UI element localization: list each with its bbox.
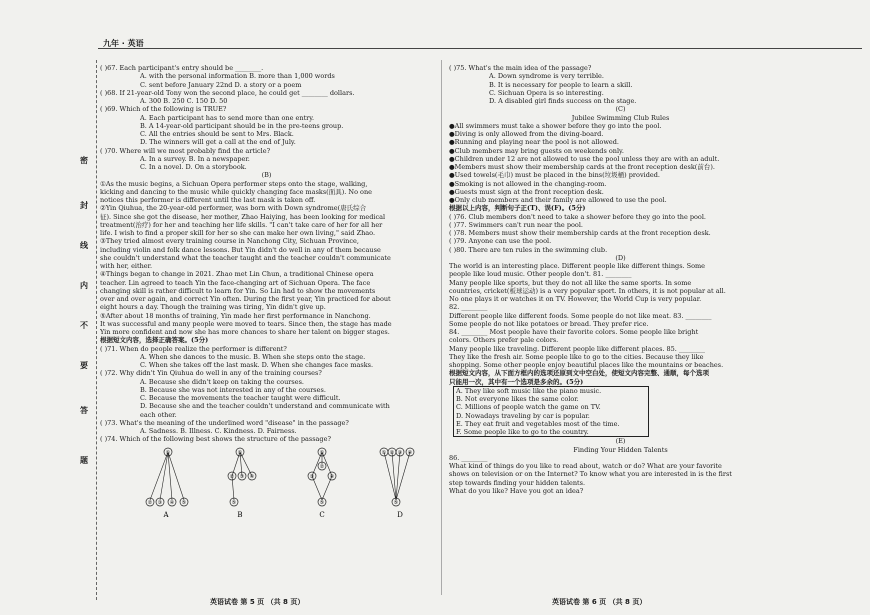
left-text-line: she couldn't understand what the teacher taught and the teacher couldn't communicate — [100, 253, 391, 262]
right-text-line: 84. ________ Most people have their favorite colors. Some people like bright — [449, 328, 699, 336]
diagram-node-number: ① — [381, 449, 387, 456]
right-text-line: They like the fresh air. Some people like to go to the cities. Because they like — [449, 352, 704, 361]
left-text-line: C. All the entries should be sent to Mrs. Black. — [140, 130, 294, 138]
option-item: C. Millions of people watch the game on TV. — [456, 403, 601, 412]
left-text-line: teacher. Lin agreed to teach Yin the face-changing art of Sichuan Opera. The face — [100, 278, 371, 287]
left-text-line: ④Things began to change in 2021. Zhao met Lin Chun, a traditional Chinese opera — [100, 270, 374, 279]
left-text-line: ( )72. Why didn't Yin Qiuhua do well in any of the training courses? — [100, 369, 322, 378]
page-footer-left: 英语试卷 第 5 页 （共 8 页） — [210, 598, 305, 606]
diagram-label: B — [237, 510, 243, 519]
left-text-line: A. Because she didn't keep on taking the courses. — [140, 377, 304, 386]
left-text-line: ( )73. What's the meaning of the underlined word "disease" in the passage? — [100, 418, 349, 427]
left-text-line: each other. — [140, 410, 177, 419]
left-text-line: ( )68. If 21-year-old Tony won the second place, he could get ________ dollars. — [100, 88, 355, 97]
column-divider — [441, 60, 442, 595]
right-text-line: Many people like sports, but they do not all like the same sports. In some — [449, 278, 692, 287]
left-text-line: life. I wish to find a proper skill for her so she can make her own living," said Zhao. — [100, 229, 376, 237]
left-text-line: C. Because the movements the teacher taught were difficult. — [140, 394, 341, 402]
right-text-line: ( )76. Club members don't need to take a shower before they go into the pool. — [449, 212, 706, 221]
right-text-line: ( )78. Members must show their membership cards at the front reception desk. — [449, 229, 711, 237]
left-text-line: 根据短文内容，选择正确答案。(5分) — [100, 336, 209, 345]
gutter-char: 题 — [80, 456, 88, 465]
page-footer-right: 英语试卷 第 6 页 （共 8 页） — [552, 598, 647, 606]
right-text-line: What kind of things do you like to read about, watch or do? What are your favorite — [449, 462, 722, 470]
page-header: 九年 · 英语 — [103, 39, 144, 48]
right-text-line: ●Running and playing near the pool is not allowed. — [449, 138, 619, 147]
right-text-line: ●Diving is only allowed from the diving-board. — [449, 130, 604, 138]
right-text-line: ( )77. Swimmers can't run near the pool. — [449, 220, 583, 229]
right-text-line: (C) — [615, 105, 626, 114]
left-text-line: D. The winners will get a call at the end of July. — [140, 138, 296, 147]
diagram-edge — [165, 449, 184, 500]
diagram-edge — [165, 449, 172, 500]
left-text-line: (B) — [261, 171, 272, 180]
left-text-line: with her, either. — [100, 262, 153, 270]
right-text-line: A. Down syndrome is very terrible. — [489, 72, 604, 81]
diagram-node-number: ⑤ — [393, 499, 399, 506]
right-text-line: C. Sichuan Opera is so interesting. — [489, 88, 604, 97]
right-text-line: What do you like? Have you got an idea? — [449, 486, 584, 495]
left-text-line: ( )74. Which of the following best shows the structure of the passage? — [100, 435, 331, 444]
structure-diagrams-svg — [100, 444, 430, 520]
left-column — [100, 64, 433, 520]
diagram-node-number: ① — [237, 449, 243, 456]
left-text-line: including violin and folk dance lessons. But Yin didn't do well in any of them because — [100, 245, 381, 254]
right-text-line: B. It is necessary for people to learn a skill. — [489, 80, 633, 89]
diagram-node-number: ⑤ — [231, 499, 237, 506]
left-text-line: It was successful and many people were moved to tears. Since then, the stage has made — [100, 319, 392, 328]
diagram-node-number: ④ — [169, 499, 175, 506]
diagram-node-number: ④ — [329, 473, 335, 480]
diagram-node-number: ⑤ — [181, 499, 187, 506]
right-text-line: 82. ________ — [449, 303, 488, 312]
right-text-line: ●Only club members and their family are allowed to use the pool. — [449, 196, 667, 204]
gutter-char: 内 — [80, 281, 88, 290]
right-text-line: people like loud music. Other people don't. 81. ________ — [449, 270, 632, 279]
option-item: A. They like soft music like the piano music. — [456, 386, 602, 395]
diagram-node-number: ② — [389, 449, 395, 456]
right-text-line: ●Club members may bring guests on weekends only. — [449, 146, 624, 155]
left-text-line: A. 300 B. 250 C. 150 D. 50 — [140, 97, 228, 105]
diagram-label: C — [319, 510, 325, 519]
gutter-char: 线 — [80, 241, 88, 250]
option-item: F. Some people like to go to the country. — [456, 428, 589, 436]
diagram-node-number: ② — [229, 473, 235, 480]
left-text-line: B. Because she was not interested in any of the courses. — [140, 385, 326, 394]
right-text-line: (E) — [615, 437, 626, 446]
diagram-node-number: ③ — [397, 449, 403, 456]
diagram-edge — [160, 452, 168, 500]
right-text-line: ( )75. What's the main idea of the passage? — [449, 64, 592, 72]
left-text-line: ( )69. Which of the following is TRUE? — [100, 105, 227, 114]
right-text-line: countries, cricket(板球运动) is a very popular sport. In others, it is not popular at all. — [449, 286, 726, 295]
right-text-line: No one plays it or watches it on TV. However, the World Cup is very popular. — [449, 295, 702, 303]
right-text-line: shopping. Some other people enjoy beautiful places like the mountains or beaches. — [449, 361, 724, 369]
right-text-line: ●Guests must sign at the front reception desk. — [449, 187, 604, 196]
gutter-char: 不 — [80, 321, 88, 330]
diagram-node-number: ② — [147, 499, 153, 506]
gutter-char: 密 — [80, 156, 88, 165]
left-text-line: ②Yin Qiuhua, the 20-year-old performer, was born with Down syndrome(唐氏综合 — [100, 204, 367, 213]
left-text-line: C. In a novel. D. On a storybook. — [140, 163, 247, 171]
option-item: E. They eat fruit and vegetables most of the time. — [456, 419, 620, 428]
right-text-line: 只能用一次，其中有一个选项是多余的。(5分) — [449, 377, 584, 386]
right-text-line: Finding Your Hidden Talents — [573, 445, 668, 454]
left-text-line: 征). Since she got the disease, her mother, Zhao Haiying, has been looking for medical — [100, 212, 386, 221]
left-text-line: ①As the music begins, a Sichuan Opera performer steps onto the stage, walking, — [100, 179, 368, 188]
left-text-line: kicking and dancing to the music while quickly changing face masks(面具). No one — [100, 187, 372, 196]
left-text-line: C. sent before January 22nd D. a story or a poem — [140, 80, 302, 89]
left-text-line: ③They tried almost every training course in Nanchong City, Sichuan Province, — [100, 237, 359, 246]
diagram-node-number: ① — [319, 449, 325, 456]
diagram-node-number: ② — [319, 463, 325, 470]
left-text-line: A. In a survey. B. In a newspaper. — [140, 154, 250, 163]
right-text-line: 86. ________ — [449, 453, 488, 462]
right-text-line: shows on television or on the Internet? To know what you are interested in is the first — [449, 470, 732, 479]
diagram-node-number: ① — [165, 449, 171, 456]
diagram-node-number: ④ — [249, 473, 255, 480]
right-text-line: Jubilee Swimming Club Rules — [571, 113, 670, 122]
gutter-char: 封 — [80, 201, 88, 210]
left-text-line: notices this performer is different until the last mask is taken off. — [100, 196, 316, 204]
diagram-edge — [150, 452, 168, 500]
left-text-line: Yin more confident and now she has more chances to share her talent on bigger stages. — [100, 328, 390, 336]
diagram-label: D — [397, 510, 403, 519]
left-text-line: over and over again, and correct Yin often. During the first year, Yin practiced for about — [100, 295, 391, 303]
right-text-line: Many people like traveling. Different people like different places. 85. ________ — [449, 344, 705, 353]
gutter-char: 要 — [80, 361, 88, 370]
right-text-line: ●Used towels(毛巾) must be placed in the bins(垃圾桶) provided. — [449, 171, 660, 180]
structure-diagrams — [100, 444, 433, 520]
left-text-line: ⑤After about 18 months of training, Yin made her first performance in Nanchong. — [100, 311, 371, 320]
left-text-line: changing skill is rather difficult to learn for Yin. So Lin had to show the movements — [100, 286, 376, 295]
right-text-line: The world is an interesting place. Different people like different things. Some — [449, 262, 706, 270]
right-text-line: Different people like different foods. Some people do not like meat. 83. ________ — [449, 311, 712, 320]
option-item: D. Nowadays traveling by car is popular. — [456, 411, 590, 420]
left-text-line: eight hours a day. Though the training was tiring, Yin didn't give up. — [100, 303, 326, 312]
right-text-line: step towards finding your hidden talents. — [449, 478, 586, 487]
right-text-line: D. A disabled girl finds success on the stage. — [489, 97, 637, 105]
diagram-label: A — [163, 510, 169, 519]
diagram-node-number: ③ — [239, 473, 245, 480]
right-text-line: ●Children under 12 are not allowed to use the pool unless they are with an adult. — [449, 154, 720, 163]
right-text-line: ●Members must show their membership cards at the front reception desk(前台). — [449, 163, 715, 171]
left-text-line: D. Because she and the teacher couldn't understand and communicate with — [140, 402, 390, 411]
gutter-char: 答 — [80, 406, 88, 415]
right-text-line: Some people do not like potatoes or bread. They prefer rice. — [449, 319, 649, 328]
right-text-line: colors. Others prefer pale colors. — [449, 336, 559, 345]
header-rule — [98, 48, 862, 49]
right-text-line: ( )79. Anyone can use the pool. — [449, 237, 552, 246]
right-text-line: ●Smoking is not allowed in the changing-room. — [449, 179, 607, 188]
right-text-line: ( )80. There are ten rules in the swimming club. — [449, 245, 608, 254]
left-text-line: ( )70. Where will we most probably find the article? — [100, 146, 271, 155]
left-text-line: ( )67. Each participant's entry should be ________. — [100, 64, 264, 72]
option-item: B. Not everyone likes the same color. — [456, 395, 579, 403]
left-text-line: A. When she dances to the music. B. When she steps onto the stage. — [140, 352, 366, 361]
left-text-line: treatment(治疗) for her and teaching her life skills. "I can't take care of her for all her — [100, 220, 383, 229]
left-text-line: A. with the personal information B. more than 1,000 words — [140, 72, 335, 81]
left-text-line: A. Sadness. B. Illness. C. Kindness. D. Fairness. — [140, 427, 297, 435]
right-text-line: (D) — [615, 253, 626, 262]
options-box — [453, 386, 649, 438]
right-text-line: 根据以上内容，判断句子正(T)、误(F)。(5分) — [449, 204, 586, 213]
right-text-line: 根据短文内容，从下面方框内的选项还原到文中空白处，使短文内容完整、通顺，每个选项 — [449, 369, 709, 378]
diagram-node-number: ⑤ — [319, 499, 325, 506]
left-text-line: ( )71. When do people realize the performer is different? — [100, 344, 287, 353]
diagram-node-number: ③ — [157, 499, 163, 506]
right-text-line: ●All swimmers must take a shower before they go into the pool. — [449, 121, 662, 130]
left-text-line: A. Each participant has to send more than one entry. — [140, 113, 315, 122]
left-text-line: C. When she takes off the last mask. D. When she changes face masks. — [140, 361, 374, 369]
left-text-line: B. A 14-year-old participant should be in the pre-teens group. — [140, 121, 344, 130]
right-column — [449, 64, 792, 495]
diagram-node-number: ④ — [407, 449, 413, 456]
diagram-node-number: ③ — [309, 473, 315, 480]
